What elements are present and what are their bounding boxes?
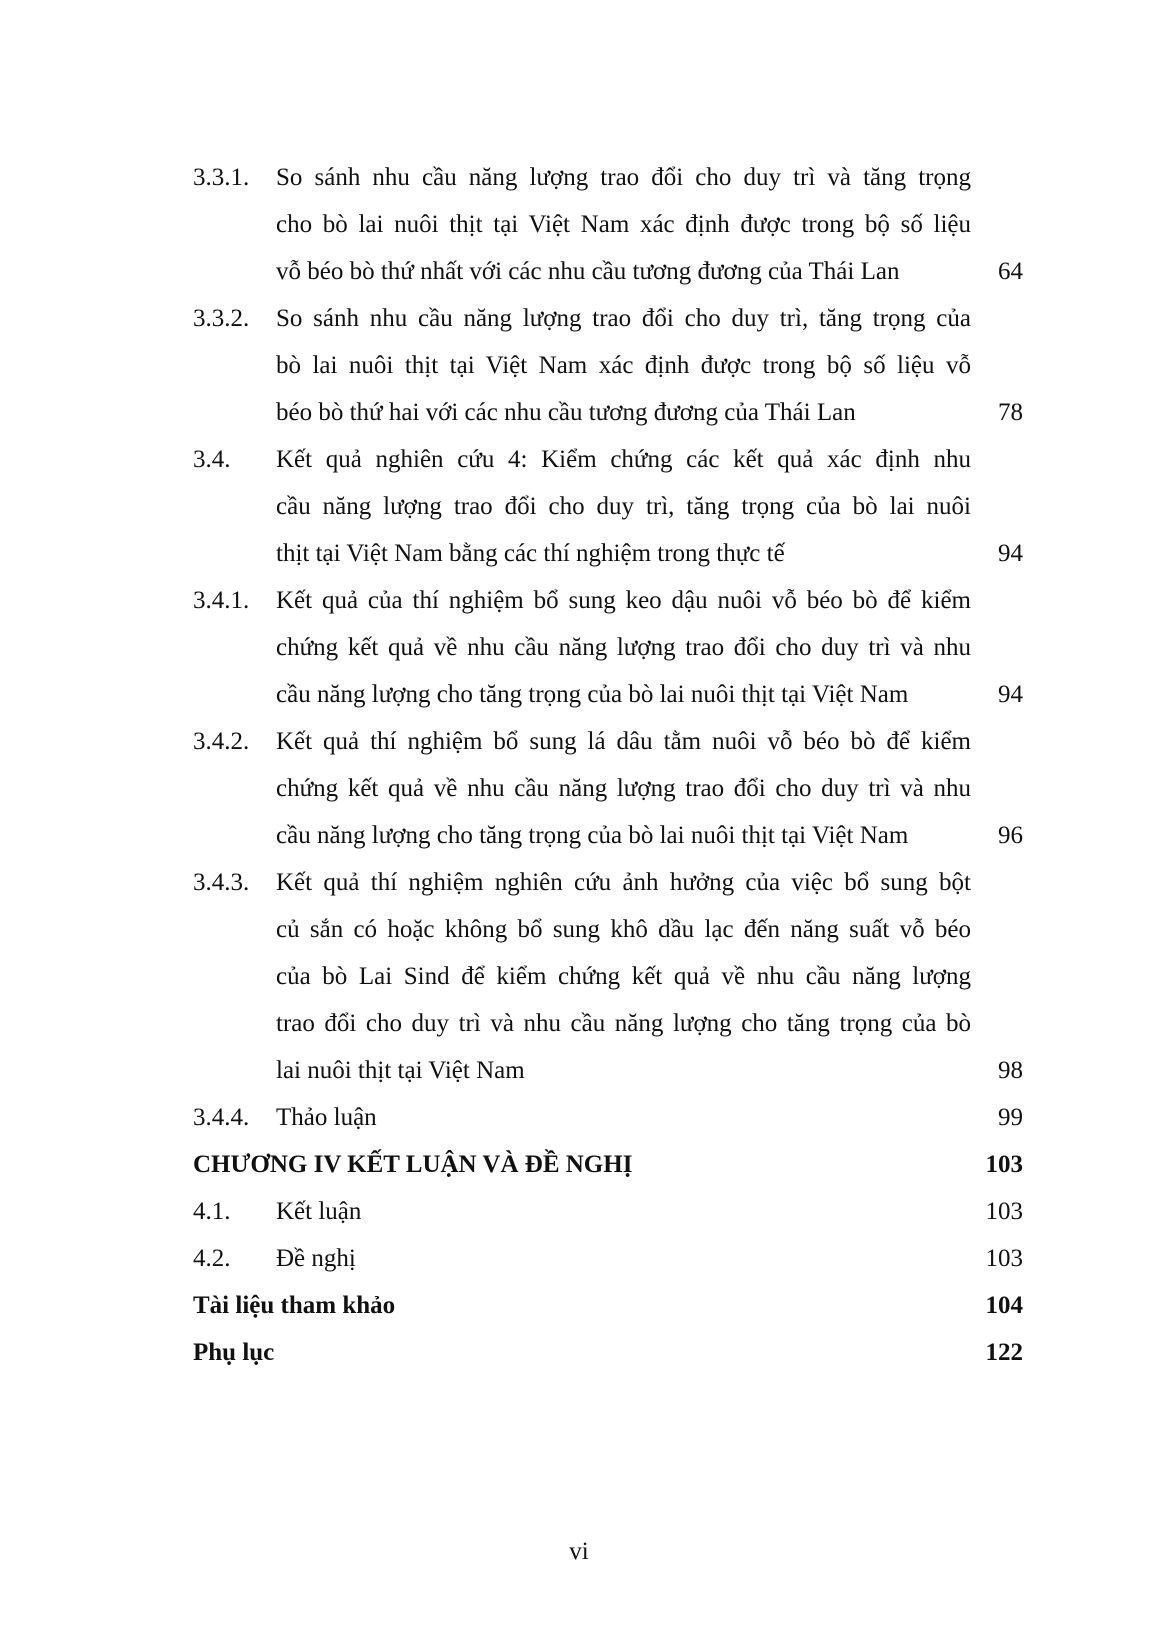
- toc-entry-number: 3.4.3.: [193, 869, 250, 896]
- toc-entry: [193, 436, 1023, 577]
- toc-entry: [193, 295, 1023, 436]
- toc-page-number: 99: [998, 1104, 1023, 1131]
- toc-entry-text: trao đổi cho duy trì và nhu cầu năng lượng cho tăng trọng của bò: [276, 1010, 971, 1037]
- toc-entry-text: Kết luận: [276, 1198, 362, 1225]
- toc-page-number: 103: [985, 1198, 1023, 1225]
- toc-heading-title: Phụ lục: [193, 1339, 275, 1366]
- toc-entry-text: Đề nghị: [276, 1245, 356, 1272]
- toc-entry: [193, 577, 1023, 718]
- toc-entry-text: lai nuôi thịt tại Việt Nam: [276, 1057, 525, 1084]
- toc-entry-last-line: [276, 248, 1023, 295]
- toc-entry-text: So sánh nhu cầu năng lượng trao đổi cho duy trì và tăng trọng: [276, 164, 971, 191]
- toc-entry-text: thịt tại Việt Nam bằng các thí nghiệm trong thực tế: [276, 540, 785, 567]
- toc-heading-title: Tài liệu tham khảo: [193, 1292, 396, 1319]
- toc-entry-text: cầu năng lượng trao đổi cho duy trì, tăng trọng của bò lai nuôi: [276, 493, 971, 520]
- toc-entry: [193, 154, 1023, 295]
- toc-page-number: 103: [985, 1151, 1023, 1178]
- toc-entry: [193, 1188, 1023, 1235]
- toc-entry-text: Kết quả thí nghiệm bổ sung lá dâu tằm nuôi vỗ béo bò để kiểm: [276, 728, 971, 755]
- toc-page-number: 98: [998, 1057, 1023, 1084]
- toc-entry-text: vỗ béo bò thứ nhất với các nhu cầu tương đương của Thái Lan: [276, 258, 900, 285]
- toc-entry-last-line: [276, 530, 1023, 577]
- toc-entry-text: của bò Lai Sind để kiểm chứng kết quả về nhu cầu năng lượng: [276, 963, 971, 990]
- toc-entry-text: chứng kết quả về nhu cầu năng lượng trao đổi cho duy trì và nhu: [276, 775, 971, 802]
- toc-entry-text: Kết quả của thí nghiệm bổ sung keo dậu nuôi vỗ béo bò để kiểm: [276, 587, 971, 614]
- toc-heading: [193, 1282, 1023, 1329]
- toc-entry-text: Thảo luận: [276, 1104, 377, 1131]
- toc-entry-last-line: [276, 1188, 1023, 1235]
- toc-page-number: 78: [998, 399, 1023, 426]
- toc-entry-text: cầu năng lượng cho tăng trọng của bò lai nuôi thịt tại Việt Nam: [276, 822, 909, 849]
- toc-entry-last-line: [276, 812, 1023, 859]
- toc-page-number: 94: [998, 681, 1023, 708]
- toc-entry-text: So sánh nhu cầu năng lượng trao đổi cho duy trì, tăng trọng của: [276, 305, 971, 332]
- toc-heading: [193, 1141, 1023, 1188]
- page-number: vi: [569, 1538, 589, 1565]
- toc-entry-text: cho bò lai nuôi thịt tại Việt Nam xác định được trong bộ số liệu: [276, 211, 971, 238]
- toc-entry-text: chứng kết quả về nhu cầu năng lượng trao đổi cho duy trì và nhu: [276, 634, 971, 661]
- toc-page-number: 94: [998, 540, 1023, 567]
- toc-page-number: 64: [998, 258, 1023, 285]
- toc-entry: [193, 1094, 1023, 1141]
- toc-entry-text: Kết quả thí nghiệm nghiên cứu ảnh hưởng của việc bổ sung bột: [276, 869, 971, 896]
- toc-page-number: 96: [998, 822, 1023, 849]
- toc-entry: [193, 859, 1023, 1094]
- toc-entry-last-line: [276, 1094, 1023, 1141]
- toc-entry-text: Kết quả nghiên cứu 4: Kiểm chứng các kết quả xác định nhu: [276, 446, 971, 473]
- toc-entry: [193, 718, 1023, 859]
- toc-entry-text: cầu năng lượng cho tăng trọng của bò lai nuôi thịt tại Việt Nam: [276, 681, 909, 708]
- toc-entry-number: 3.3.2.: [193, 305, 250, 332]
- toc-entry-number: 3.4.4.: [193, 1104, 250, 1131]
- toc-entry-last-line: [276, 389, 1023, 436]
- toc-entry-text: củ sắn có hoặc không bổ sung khô dầu lạc đến năng suất vỗ béo: [276, 916, 971, 943]
- toc-entry-last-line: [276, 1235, 1023, 1282]
- toc-entry-number: 3.4.2.: [193, 728, 250, 755]
- toc-entry-number: 3.4.: [193, 446, 231, 473]
- toc-page-number: 104: [985, 1292, 1023, 1319]
- toc-page-number: 122: [985, 1339, 1023, 1366]
- toc-entry-last-line: [276, 1047, 1023, 1094]
- toc-heading-title: CHƯƠNG IV KẾT LUẬN VÀ ĐỀ NGHỊ: [193, 1151, 633, 1178]
- toc-heading: [193, 1329, 1023, 1376]
- toc-entry-last-line: [276, 671, 1023, 718]
- toc-entry-number: 4.1.: [193, 1198, 231, 1225]
- toc-entry-number: 3.4.1.: [193, 587, 250, 614]
- toc-entry-text: bò lai nuôi thịt tại Việt Nam xác định được trong bộ số liệu vỗ: [276, 352, 971, 379]
- toc-entry: [193, 1235, 1023, 1282]
- table-of-contents: [193, 154, 1023, 1376]
- toc-entry-text: béo bò thứ hai với các nhu cầu tương đương của Thái Lan: [276, 399, 856, 426]
- toc-entry-number: 4.2.: [193, 1245, 231, 1272]
- toc-entry-number: 3.3.1.: [193, 164, 250, 191]
- toc-page-number: 103: [985, 1245, 1023, 1272]
